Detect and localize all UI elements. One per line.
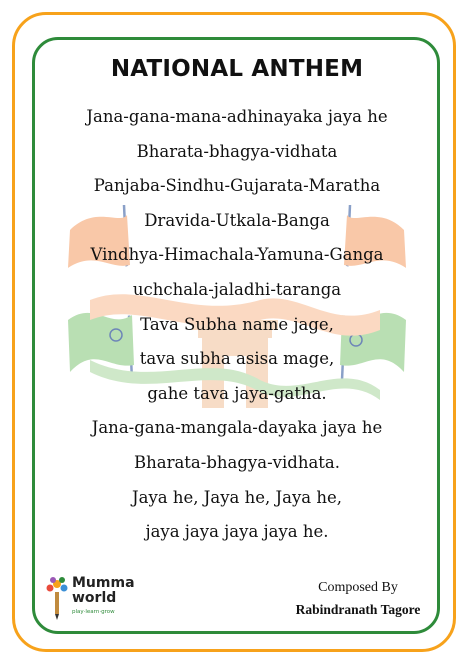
lyric-line: Jana-gana-mangala-dayaka jaya he — [91, 418, 383, 438]
mumma-world-logo — [44, 574, 154, 624]
lyric-line: Dravida-Utkala-Banga — [144, 210, 330, 230]
logo-tagline: play·learn·grow — [72, 609, 115, 615]
page-title: NATIONAL ANTHEM — [110, 56, 364, 82]
composer-name: Rabindranath Tagore — [295, 602, 421, 617]
lyric-line: Tava Subha name jage, — [140, 314, 334, 334]
lyric-line: tava subha asisa mage, — [139, 349, 335, 369]
lyric-line: jaya jaya jaya jaya he. — [145, 522, 329, 542]
lyric-line: gahe tava jaya-gatha. — [147, 383, 327, 403]
lyric-line: Bharata-bhagya-vidhata. — [133, 452, 341, 472]
lyric-line: Jaya he, Jaya he, Jaya he, — [132, 487, 342, 507]
lyric-line: Panjaba-Sindhu-Gujarata-Maratha — [93, 176, 381, 196]
logo-wordmark — [72, 576, 135, 606]
logo-line1: Mumma — [72, 575, 135, 591]
tree-pencil-icon — [44, 574, 70, 622]
lyric-line: Vindhya-Himachala-Yamuna-Ganga — [90, 245, 384, 265]
logo-line2: world — [72, 590, 117, 606]
anthem-lyrics — [0, 100, 474, 550]
lyric-line: Bharata-bhagya-vidhata — [136, 141, 338, 161]
composer-credit — [288, 580, 428, 618]
lyric-line: Jana-gana-mana-adhinayaka jaya he — [86, 107, 388, 126]
credit-label: Composed By — [318, 580, 398, 595]
lyric-line: uchchala-jaladhi-taranga — [132, 279, 342, 299]
